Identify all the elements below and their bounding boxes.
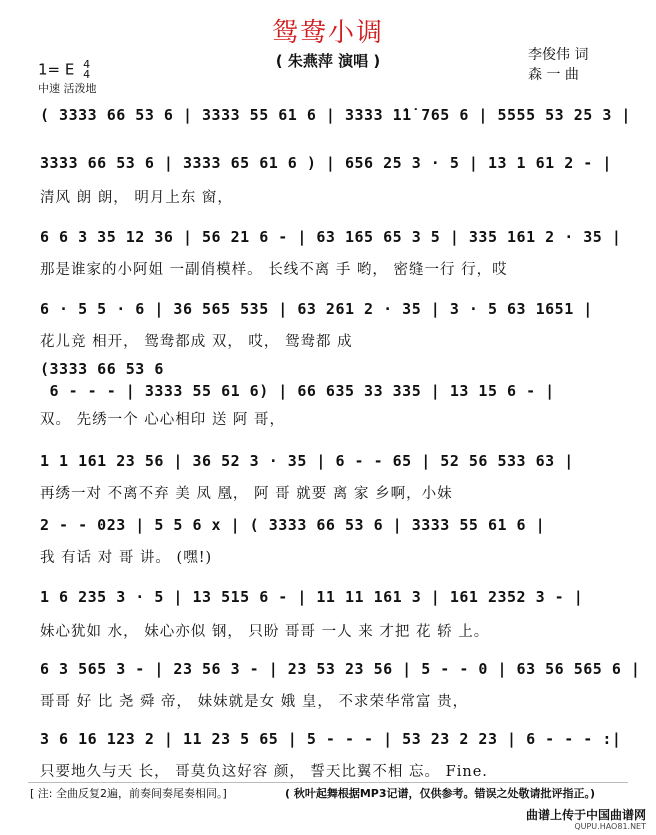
lyrics-line-4: 花儿竞 相开， 鸳鸯都成 双， 哎， 鸳鸯都 成 <box>40 334 353 350</box>
lyrics-line-8: 妹心犹如 水， 妹心亦似 钢， 只盼 哥哥 一人 来 才把 花 轿 上。 <box>40 624 490 640</box>
notation-line-6: 1 1 161 23 56 | 36 52 3 · 35 | 6 - - 65 | 52 56 533 63 | <box>40 452 574 470</box>
time-top: 4 <box>83 58 91 71</box>
notation-line-9: 6 3 565 3 - | 23 56 3 - | 23 53 23 56 | 5 - - 0 | 63 56 565 6 | <box>40 660 641 678</box>
lyrics-line-2: 清风 朗 朗， 明月上东 窗， <box>40 190 233 206</box>
song-title: 鸳鸯小调 <box>271 18 384 48</box>
site-watermark-url: QUPU.HAO81.NET <box>574 822 646 831</box>
notation-line-10: 3 6 16 123 2 | 11 23 5 65 | 5 - - - | 53 23 2 23 | 6 - - - :| <box>40 730 622 748</box>
notation-line-3: 6 6 3 35 12 36 | 56 21 6 - | 63 165 65 3 5 | 335 161 2 · 35 | <box>40 228 622 246</box>
time-signature <box>83 60 90 80</box>
footer-note-transcriber: ( 秋叶起舞根据MP3记谱，仅供参考。错误之处敬请批评指正。) <box>285 787 596 800</box>
lyrics-line-5: 双。 先绣一个 心心相印 送 阿 哥， <box>40 412 286 428</box>
lyricist-credit: 李俊伟 词 <box>528 47 589 63</box>
key-signature <box>38 60 90 80</box>
notation-line-5: (3333 66 53 6 6 - - - | 3333 55 61 6) | 66 635 33 335 | 13 15 6 - | <box>40 360 555 400</box>
lyrics-line-9: 哥哥 好 比 尧 舜 帝， 妹妹就是女 娥 皇， 不求荣华常富 贵， <box>40 694 469 710</box>
singer-credit: ( 朱燕萍 演唱 ) <box>275 52 381 70</box>
notation-line-2: 3333 66 53 6 | 3333 65 61 6 ) | 656 25 3 · 5 | 13 1 61 2 - | <box>40 154 612 172</box>
time-bottom: 4 <box>83 68 91 81</box>
notation-line-1: ( 3333 66 53 6 | 3333 55 61 6 | 3333 1̇1̇ 765 6 | 5555 53 25 3 | <box>40 106 631 124</box>
lyrics-line-6: 再绣一对 不离不弃 美 凤 凰， 阿 哥 就要 离 家 乡啊，小妹 <box>40 486 453 502</box>
lyrics-line-10: 只要地久与天 长， 哥莫负这好容 颜， 誓天比翼不相 忘。 Fine. <box>40 764 488 780</box>
lyrics-line-7: 我 有话 对 哥 讲。 (嘿!) <box>40 550 213 566</box>
notation-line-7: 2 - - 023 | 5 5 6 x | ( 3333 66 53 6 | 3333 55 61 6 | <box>40 516 546 534</box>
notation-line-8: 1 6 235 3 · 5 | 13 515 6 - | 11 11 161 3 | 161 2352 3 - | <box>40 588 584 606</box>
footer-note-repeat: [ 注: 全曲反复2遍，前奏间奏尾奏相同。] <box>30 787 227 800</box>
tempo-marking: 中速 活泼地 <box>38 82 97 95</box>
site-watermark: 曲谱上传于中国曲谱网 <box>525 808 646 822</box>
notation-line-4: 6 · 5 5 · 6 | 36 565 535 | 63 261 2 · 35 | 3 · 5 63 1651 | <box>40 300 593 318</box>
composer-credit: 森 一 曲 <box>528 67 579 83</box>
lyrics-line-3: 那是谁家的小阿姐 一副俏模样。 长线不离 手 哟， 密缝一行 行，哎 <box>40 262 508 278</box>
key-label: 1= E <box>38 60 75 79</box>
